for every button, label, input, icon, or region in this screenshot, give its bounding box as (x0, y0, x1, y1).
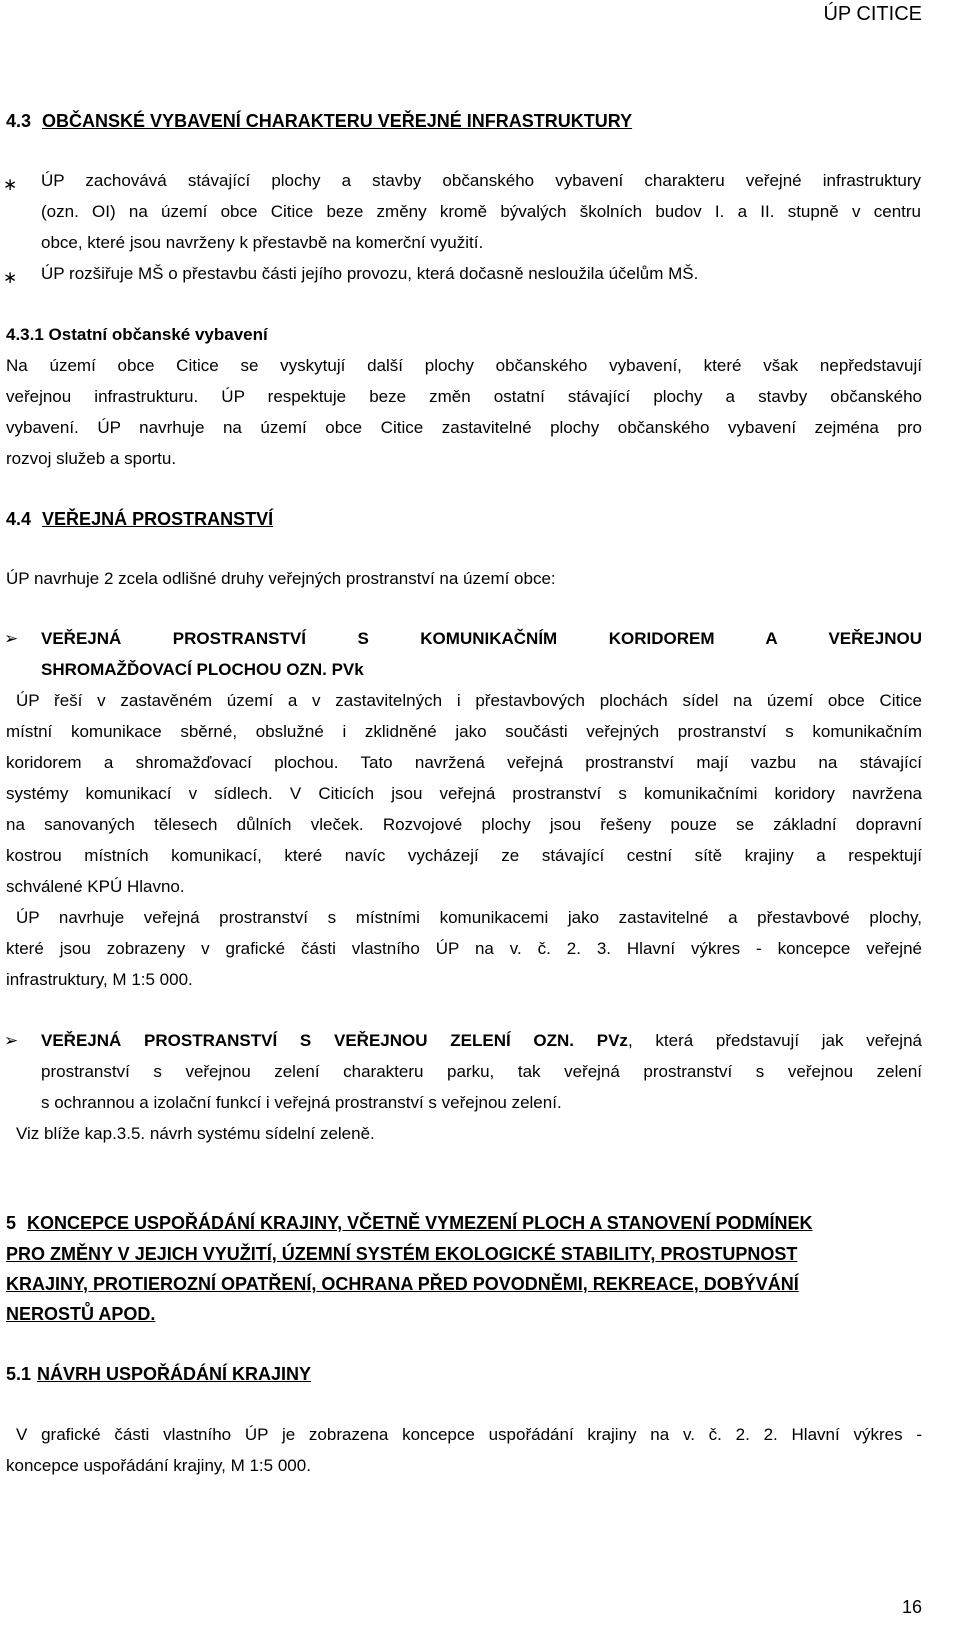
pvk-line3: koridorem a shromažďovací plochou. Tato navržená veřejná prostranství mají vazbu na stávající (6, 753, 922, 772)
pvk-line2: místní komunikace sběrné, obslužné i zklidněné jako součásti veřejných prostranství s komunikačním (6, 722, 922, 741)
section-4-4-title: VEŘEJNÁ PROSTRANSTVÍ (42, 509, 274, 529)
pvz-line1 (41, 1030, 922, 1052)
see-more-text: Viz blíže kap.3.5. návrh systému sídelní zeleně. (16, 1124, 375, 1143)
pvk-line7: schválené KPÚ Hlavno. (6, 877, 185, 896)
section-5-title-line2: PRO ZMĚNY V JEJICH VYUŽITÍ, ÚZEMNÍ SYSTÉM EKOLOGICKÉ STABILITY, PROSTUPNOST (6, 1244, 798, 1264)
section-5-title-line1: KONCEPCE USPOŘÁDÁNÍ KRAJINY, VČETNĚ VYMEZENÍ PLOCH A STANOVENÍ PODMÍNEK (27, 1213, 813, 1233)
s431-line2: veřejnou infrastrukturu. ÚP respektuje beze změn ostatní stávající plochy a stavby občanského (6, 387, 922, 406)
s44-intro: ÚP navrhuje 2 zcela odlišné druhy veřejných prostranství na území obce: (6, 569, 556, 588)
s51-line2: koncepce uspořádání krajiny, M 1:5 000. (6, 1456, 311, 1475)
arrow-bullet-icon: ➢ (4, 629, 19, 648)
section-5-title-line4: NEROSTŮ APOD. (6, 1304, 156, 1324)
section-5-number: 5 (6, 1213, 17, 1233)
pvz-title: VEŘEJNÁ PROSTRANSTVÍ S VEŘEJNOU ZELENÍ OZN. PVz (41, 1031, 628, 1050)
page-header-title: ÚP CITICE (823, 3, 922, 25)
page-number: 16 (901, 1597, 922, 1617)
section-4-4-heading (6, 508, 273, 530)
s43-b1-line1: ÚP zachovává stávající plochy a stavby občanského vybavení charakteru veřejné infrastruktury (41, 171, 921, 190)
pvk-line9: které jsou zobrazeny v grafické části vlastního ÚP na v. č. 2. 3. Hlavní výkres - koncepce veřejné (6, 939, 922, 958)
section-5-title-line3: KRAJINY, PROTIEROZNÍ OPATŘENÍ, OCHRANA PŘED POVODNĚMI, REKREACE, DOBÝVÁNÍ (6, 1274, 799, 1294)
asterisk-bullet-icon: ∗ (3, 175, 18, 194)
section-4-3-heading (6, 110, 632, 132)
section-4-3-number: 4.3 (6, 111, 32, 131)
pvz-line1-rest: , která představují jak veřejná (627, 1031, 922, 1050)
s43-b1-line2: (ozn. OI) na území obce Citice beze změny kromě bývalých školních budov I. a II. stupně v centru (41, 202, 921, 221)
section-5-1-number: 5.1 (6, 1364, 32, 1384)
s43-b2: ÚP rozšiřuje MŠ o přestavbu části jejího provozu, která dočasně nesloužila účelům MŠ. (41, 264, 699, 283)
asterisk-bullet-icon: ∗ (3, 268, 18, 287)
section-5-1-heading (6, 1363, 311, 1385)
section-4-3-title: OBČANSKÉ VYBAVENÍ CHARAKTERU VEŘEJNÉ INFRASTRUKTURY (42, 111, 633, 131)
pvz-line2: prostranství s veřejnou zelení charakteru parku, tak veřejná prostranství s veřejnou zelení (41, 1062, 922, 1081)
section-5-heading-line1 (6, 1212, 812, 1234)
pvk-line6: kostrou místních komunikací, které navíc vycházejí ze stávající cestní sítě krajiny a respektují (6, 846, 922, 865)
s431-line3: vybavení. ÚP navrhuje na území obce Citice zastavitelné plochy občanského vybavení zejména pro (6, 418, 922, 437)
pvk-line8: ÚP navrhuje veřejná prostranství s místními komunikacemi jako zastavitelné a přestavbové plochy, (16, 908, 922, 927)
s51-line1: V grafické části vlastního ÚP je zobrazena koncepce uspořádání krajiny na v. č. 2. 2. Hlavní výkres - (16, 1425, 922, 1444)
pvk-line10: infrastruktury, M 1:5 000. (6, 970, 193, 989)
pvk-title-line2: SHROMAŽĎOVACÍ PLOCHOU OZN. PVk (41, 660, 364, 679)
section-5-1-title: NÁVRH USPOŘÁDÁNÍ KRAJINY (37, 1364, 312, 1384)
section-4-3-1-heading: 4.3.1 Ostatní občanské vybavení (6, 325, 268, 344)
s43-b1-line3: obce, které jsou navrženy k přestavbě na komerční využití. (41, 233, 484, 252)
s431-line1: Na území obce Citice se vyskytují další plochy občanského vybavení, které však nepředstavují (6, 356, 922, 375)
s431-line4: rozvoj služeb a sportu. (6, 449, 177, 468)
pvk-line4: systémy komunikací v sídlech. V Citicích jsou veřejná prostranství s komunikačními koridory navržena (6, 784, 922, 803)
section-4-4-number: 4.4 (6, 509, 32, 529)
pvk-line5: na sanovaných tělesech důlních vleček. Rozvojové plochy jsou řešeny pouze se základní dopravní (6, 815, 922, 834)
pvk-title-line1: VEŘEJNÁ PROSTRANSTVÍ S KOMUNIKAČNÍM KORIDOREM A VEŘEJNOU (41, 629, 922, 648)
pvz-line3: s ochrannou a izolační funkcí i veřejná prostranství s veřejnou zelení. (41, 1093, 562, 1112)
arrow-bullet-icon: ➢ (4, 1031, 19, 1050)
pvk-line1: ÚP řeší v zastavěném území a v zastavitelných i přestavbových plochách sídel na území obce Citice (16, 691, 922, 710)
